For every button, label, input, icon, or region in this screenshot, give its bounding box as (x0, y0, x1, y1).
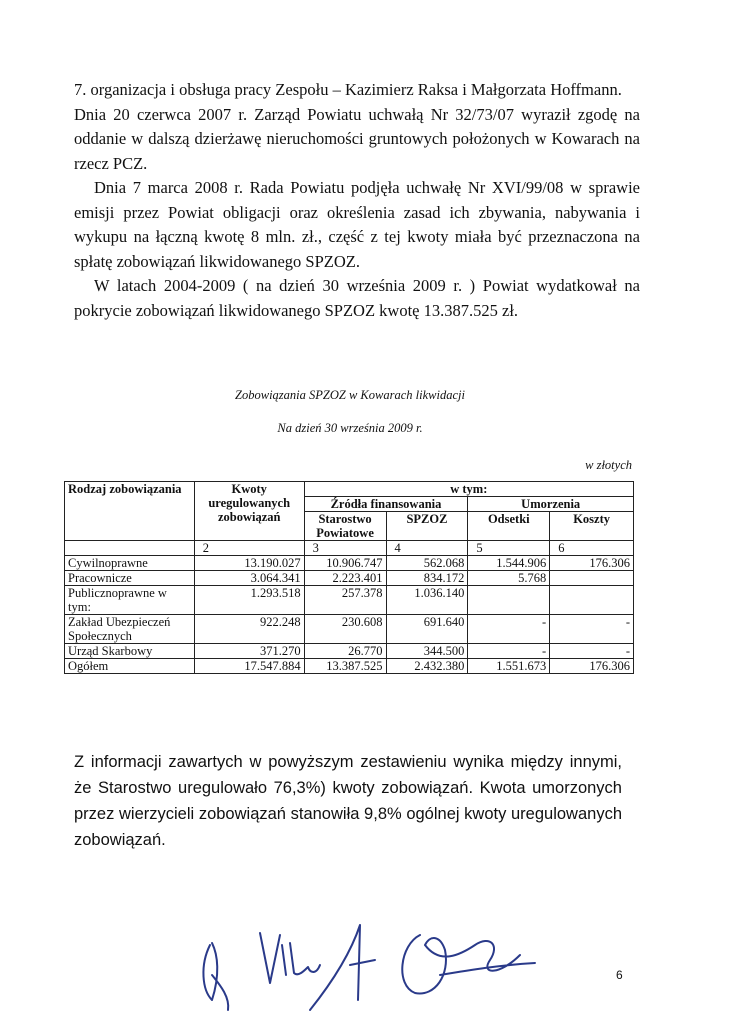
cell-odsetki: - (468, 615, 550, 644)
row-label: Pracownicze (65, 571, 195, 586)
cell-odsetki: - (468, 644, 550, 659)
liabilities-table (64, 481, 634, 674)
table-row (65, 615, 634, 644)
header-zrodla: Źródła finansowania (304, 497, 468, 512)
cell-koszty: 176.306 (550, 659, 634, 674)
cell-koszty: 176.306 (550, 556, 634, 571)
cell-starostwo: 230.608 (304, 615, 386, 644)
cell-starostwo: 26.770 (304, 644, 386, 659)
row-label: Urząd Skarbowy (65, 644, 195, 659)
table-row (65, 586, 634, 615)
cell-spzoz: 691.640 (386, 615, 468, 644)
cell-odsetki (468, 586, 550, 615)
cell-spzoz: 344.500 (386, 644, 468, 659)
column-number: 5 (468, 541, 550, 556)
row-label: Zakład Ubezpieczeń Społecznych (65, 615, 195, 644)
row-label: Publicznoprawne w tym: (65, 586, 195, 615)
cell-spzoz: 1.036.140 (386, 586, 468, 615)
header-w-tym: w tym: (304, 482, 633, 497)
table-row (65, 644, 634, 659)
header-starostwo: Starostwo Powiatowe (304, 512, 386, 541)
cell-koszty: - (550, 644, 634, 659)
table-date: Na dzień 30 września 2009 r. (277, 421, 423, 435)
cell-koszty (550, 571, 634, 586)
header-spzoz: SPZOZ (386, 512, 468, 541)
cell-kwoty: 922.248 (194, 615, 304, 644)
row-label: Cywilnoprawne (65, 556, 195, 571)
table-row (65, 571, 634, 586)
header-odsetki: Odsetki (468, 512, 550, 541)
paragraph-lease-resolution: Dnia 20 czerwca 2007 r. Zarząd Powiatu uchwałą Nr 32/73/07 wyraził zgodę na oddanie w dalszą dzierżawę nieruchomości gruntowych położonych w Kowarach na rzecz PCZ. (74, 104, 640, 173)
intro-text (74, 78, 640, 323)
table-title: Zobowiązania SPZOZ w Kowarach likwidacji (235, 388, 465, 402)
column-number: 4 (386, 541, 468, 556)
signature-2 (260, 933, 320, 983)
cell-starostwo: 257.378 (304, 586, 386, 615)
header-umorzenia: Umorzenia (468, 497, 634, 512)
cell-koszty: - (550, 615, 634, 644)
cell-odsetki: 1.544.906 (468, 556, 550, 571)
cell-spzoz: 2.432.380 (386, 659, 468, 674)
page-number: 6 (616, 968, 623, 982)
header-rodzaj: Rodzaj zobowiązania (65, 482, 195, 541)
paragraph-team-organization: 7. organizacja i obsługa pracy Zespołu – Kazimierz Raksa i Małgorzata Hoffmann. (74, 80, 622, 99)
row-label: Ogółem (65, 659, 195, 674)
cell-koszty (550, 586, 634, 615)
cell-kwoty: 17.547.884 (194, 659, 304, 674)
table-row (65, 556, 634, 571)
cell-kwoty: 371.270 (194, 644, 304, 659)
column-number: 2 (194, 541, 304, 556)
cell-odsetki: 5.768 (468, 571, 550, 586)
cell-starostwo: 10.906.747 (304, 556, 386, 571)
cell-starostwo: 13.387.525 (304, 659, 386, 674)
column-number: 3 (304, 541, 386, 556)
header-kwoty: Kwoty uregulowanych zobowiązań (194, 482, 304, 541)
signatures (190, 905, 550, 1015)
header-koszty: Koszty (550, 512, 634, 541)
paragraph-bond-resolution: Dnia 7 marca 2008 r. Rada Powiatu podjęła uchwałę Nr XVI/99/08 w sprawie emisji przez Powiat obligacji oraz określenia zasad ich zbywania, nabywania i wykupu na łączną kwotę 8 mln. zł., część z tej kwoty miała być przeznaczona na spłatę zobowiązań likwidowanego SPZOZ. (74, 178, 640, 271)
cell-kwoty: 1.293.518 (194, 586, 304, 615)
column-number-row (65, 541, 634, 556)
table-header-row (65, 482, 634, 497)
cell-spzoz: 562.068 (386, 556, 468, 571)
table-unit: w złotych (585, 458, 632, 472)
cell-odsetki: 1.551.673 (468, 659, 550, 674)
cell-kwoty: 3.064.341 (194, 571, 304, 586)
table-total-row (65, 659, 634, 674)
conclusion-paragraph: Z informacji zawartych w powyższym zestawieniu wynika między innymi, że Starostwo uregulowało 76,3%) kwoty zobowiązań. Kwota umorzonych przez wierzycieli zobowiązań stanowiła 9,8% ogólnej kwoty uregulowanych zobowiązań. (74, 753, 622, 849)
cell-kwoty: 13.190.027 (194, 556, 304, 571)
cell-spzoz: 834.172 (386, 571, 468, 586)
signature-1 (203, 943, 228, 1010)
column-number: 6 (550, 541, 634, 556)
signature-4 (402, 935, 535, 993)
column-number-blank (65, 541, 195, 556)
paragraph-spending: W latach 2004-2009 ( na dzień 30 września 2009 r. ) Powiat wydatkował na pokrycie zobowiązań likwidowanego SPZOZ kwotę 13.387.525 zł. (74, 276, 640, 320)
cell-starostwo: 2.223.401 (304, 571, 386, 586)
